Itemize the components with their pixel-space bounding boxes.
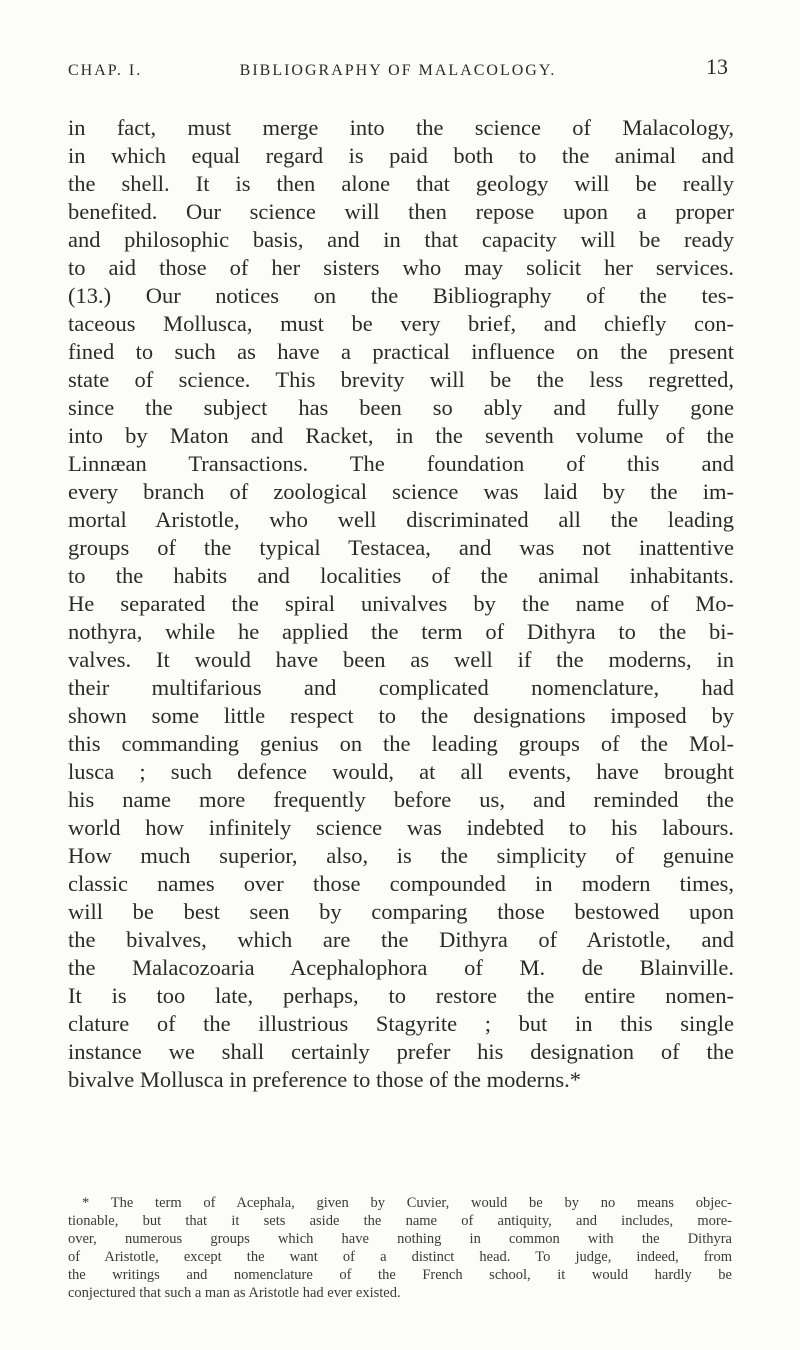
text-line: taceous Mollusca, must be very brief, and chiefly con- <box>68 311 734 336</box>
text-line: this commanding genius on the leading groups of the Mol- <box>68 731 734 756</box>
text-line: into by Maton and Racket, in the seventh volume of the <box>68 423 734 448</box>
text-line: and philosophic basis, and in that capacity will be ready <box>68 227 734 252</box>
footnote-line: of Aristotle, except the want of a distinct head. To judge, indeed, from <box>68 1249 732 1265</box>
text-line: every branch of zoological science was laid by the im- <box>68 479 734 504</box>
text-line: in fact, must merge into the science of Malacology, <box>68 115 734 140</box>
text-line: He separated the spiral univalves by the name of Mo- <box>68 591 734 616</box>
running-header <box>68 54 728 92</box>
text-line: his name more frequently before us, and reminded the <box>68 787 734 812</box>
text-line: world how infinitely science was indebted to his labours. <box>68 815 734 840</box>
text-line: the bivalves, which are the Dithyra of Aristotle, and <box>68 927 734 952</box>
text-line: will be best seen by comparing those bestowed upon <box>68 899 734 924</box>
text-line: their multifarious and complicated nomenclature, had <box>68 675 734 700</box>
text-line: Linnæan Transactions. The foundation of this and <box>68 451 734 476</box>
text-line: benefited. Our science will then repose upon a proper <box>68 199 734 224</box>
text-line: to aid those of her sisters who may solicit her services. <box>68 255 734 280</box>
text-line: instance we shall certainly prefer his designation of the <box>68 1039 734 1064</box>
text-line: the shell. It is then alone that geology will be really <box>68 171 734 196</box>
footnote-line: the writings and nomenclature of the French school, it would hardly be <box>68 1267 732 1283</box>
text-line: How much superior, also, is the simplicity of genuine <box>68 843 734 868</box>
text-line: in which equal regard is paid both to the animal and <box>68 143 734 168</box>
text-line: fined to such as have a practical influence on the present <box>68 339 734 364</box>
text-line: clature of the illustrious Stagyrite ; but in this single <box>68 1011 734 1036</box>
text-line: shown some little respect to the designations imposed by <box>68 703 734 728</box>
footnote <box>68 1194 732 1302</box>
footnote-line: tionable, but that it sets aside the name of antiquity, and includes, more- <box>68 1213 732 1229</box>
footnote-line: conjectured that such a man as Aristotle had ever existed. <box>68 1285 401 1301</box>
text-line: valves. It would have been as well if the moderns, in <box>68 647 734 672</box>
text-line: groups of the typical Testacea, and was not inattentive <box>68 535 734 560</box>
text-line: since the subject has been so ably and fully gone <box>68 395 734 420</box>
text-line: classic names over those compounded in modern times, <box>68 871 734 896</box>
text-line: nothyra, while he applied the term of Dithyra to the bi- <box>68 619 734 644</box>
text-line: bivalve Mollusca in preference to those of the moderns.* <box>68 1067 581 1092</box>
text-line: (13.) Our notices on the Bibliography of the tes- <box>68 283 734 308</box>
text-line: the Malacozoaria Acephalophora of M. de Blainville. <box>68 955 734 980</box>
footnote-line: * The term of Acephala, given by Cuvier, would be by no means objec- <box>82 1195 732 1211</box>
text-line: state of science. This brevity will be the less regretted, <box>68 367 734 392</box>
text-line: to the habits and localities of the animal inhabitants. <box>68 563 734 588</box>
running-title: BIBLIOGRAPHY OF MALACOLOGY. <box>239 62 557 79</box>
text-line: It is too late, perhaps, to restore the entire nomen- <box>68 983 734 1008</box>
page-number: 13 <box>706 54 728 79</box>
chapter-label: CHAP. I. <box>68 62 143 79</box>
main-text <box>68 114 734 1094</box>
text-line: lusca ; such defence would, at all events, have brought <box>68 759 734 784</box>
text-line: mortal Aristotle, who well discriminated all the leading <box>68 507 734 532</box>
footnote-line: over, numerous groups which have nothing in common with the Dithyra <box>68 1231 732 1247</box>
